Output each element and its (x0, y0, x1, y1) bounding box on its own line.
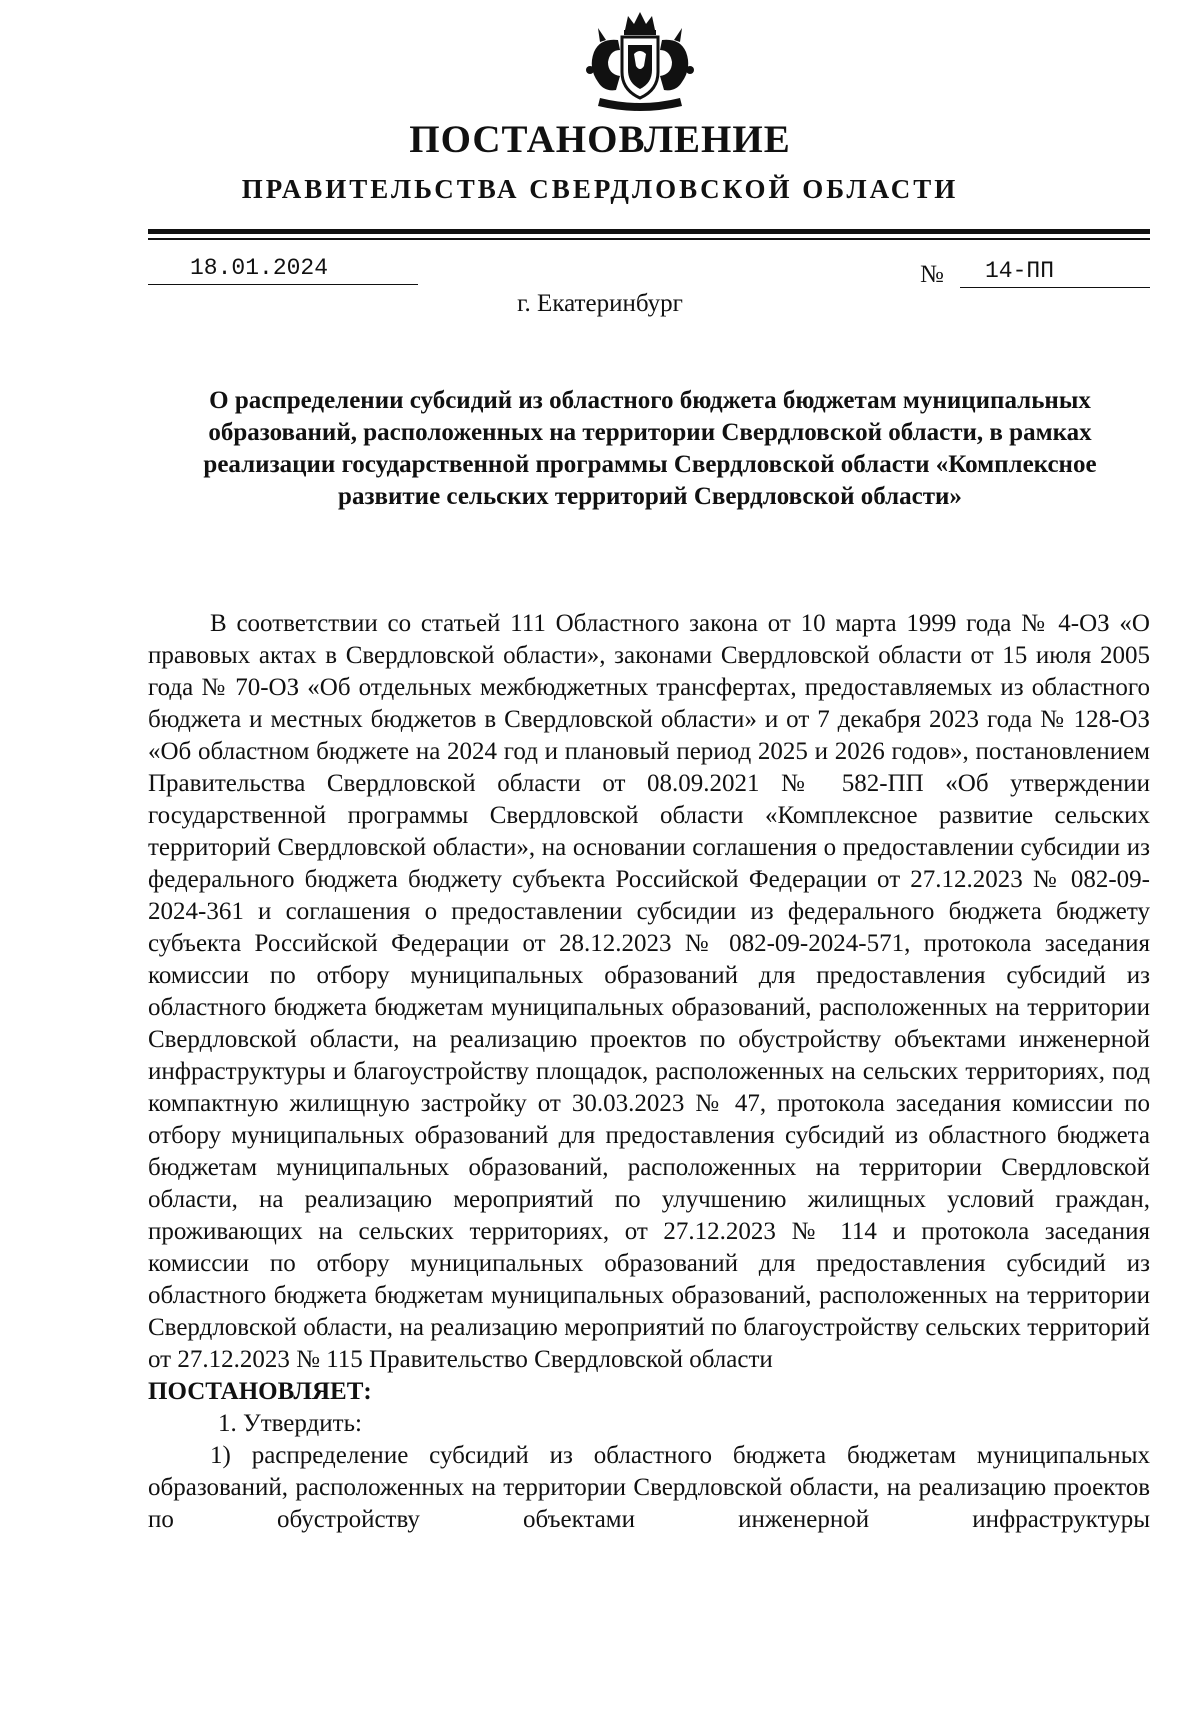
decree-word: ПОСТАНОВЛЯЕТ: (148, 1378, 372, 1405)
coat-of-arms-icon (570, 10, 710, 115)
document-date: 18.01.2024 (190, 255, 329, 281)
header-divider-thin (148, 238, 1150, 240)
document-heading: О распределении субсидий из областного бюджета бюджетам муниципальных образований, расположенных на территории Свердловской области, в рамках реализации государственной программы Свердловской области «Комплексное развитие сельских территорий Свердловской области» (203, 387, 1097, 510)
document-issuer: ПРАВИТЕЛЬСТВА СВЕРДЛОВСКОЙ ОБЛАСТИ (241, 174, 959, 204)
number-underline (960, 287, 1150, 288)
document-title: ПОСТАНОВЛЕНИЕ (409, 118, 791, 161)
item-1-1: 1) распределение субсидий из областного бюджета бюджетам муниципальных образований, расположенных на территории Свердловской области, на реализацию проектов по обустройству объектами инженерной инфраструктуры (148, 1442, 1150, 1533)
header-divider-thick (148, 229, 1150, 234)
preamble-paragraph: В соответствии со статьей 111 Областного закона от 10 марта 1999 года № 4-ОЗ «О правовых актах в Свердловской области», законами Свердловской области от 15 июля 2005 года № 70-ОЗ «Об отдельных межбюджетных трансфертах, предоставляемых из областного бюджета и местных бюджетов в Свердловской области» и от 7 декабря 2023 года № 128-ОЗ «Об областном бюджете на 2024 год и плановый период 2025 и 2026 годов», постановлением Правительства Свердловской области от 08.09.2021 № 582-ПП «Об утверждении государственной программы Свердловской области «Комплексное развитие сельских территорий Свердловской области», на основании соглашения о предоставлении субсидии из федерального бюджета бюджету субъекта Российской Федерации от 27.12.2023 № 082-09-2024-361 и соглашения о предоставлении субсидии из федерального бюджета бюджету субъекта Российской Федерации от 28.12.2023 № 082-09-2024-571, протокола заседания комиссии по отбору муниципальных образований для предоставления субсидий из областного бюджета бюджетам муниципальных образований, расположенных на территории Свердловской области, на реализацию проектов по обустройству объектами инженерной инфраструктуры и благоустройству площадок, расположенных на сельских территориях, под компактную жилищную застройку от 30.03.2023 № 47, протокола заседания комиссии по отбору муниципальных образований для предоставления субсидий из областного бюджета бюджетам муниципальных образований, расположенных на территории Свердловской области, на реализацию мероприятий по улучшению жилищных условий граждан, проживающих на сельских территориях, от 27.12.2023 № 114 и протокола заседания комиссии по отбору муниципальных образований для предоставления субсидий из областного бюджета бюджетам муниципальных образований, расположенных на территории Свердловской области, на реализацию мероприятий по благоустройству сельских территорий от 27.12.2023 № 115 Правительство Свердловской области (148, 610, 1150, 1373)
document-body (148, 608, 1150, 1536)
item-1: 1. Утвердить: (218, 1410, 362, 1437)
document-city: г. Екатеринбург (517, 290, 683, 317)
document-number: 14-ПП (985, 258, 1055, 284)
date-underline (148, 284, 418, 285)
number-sign: № (920, 261, 944, 288)
